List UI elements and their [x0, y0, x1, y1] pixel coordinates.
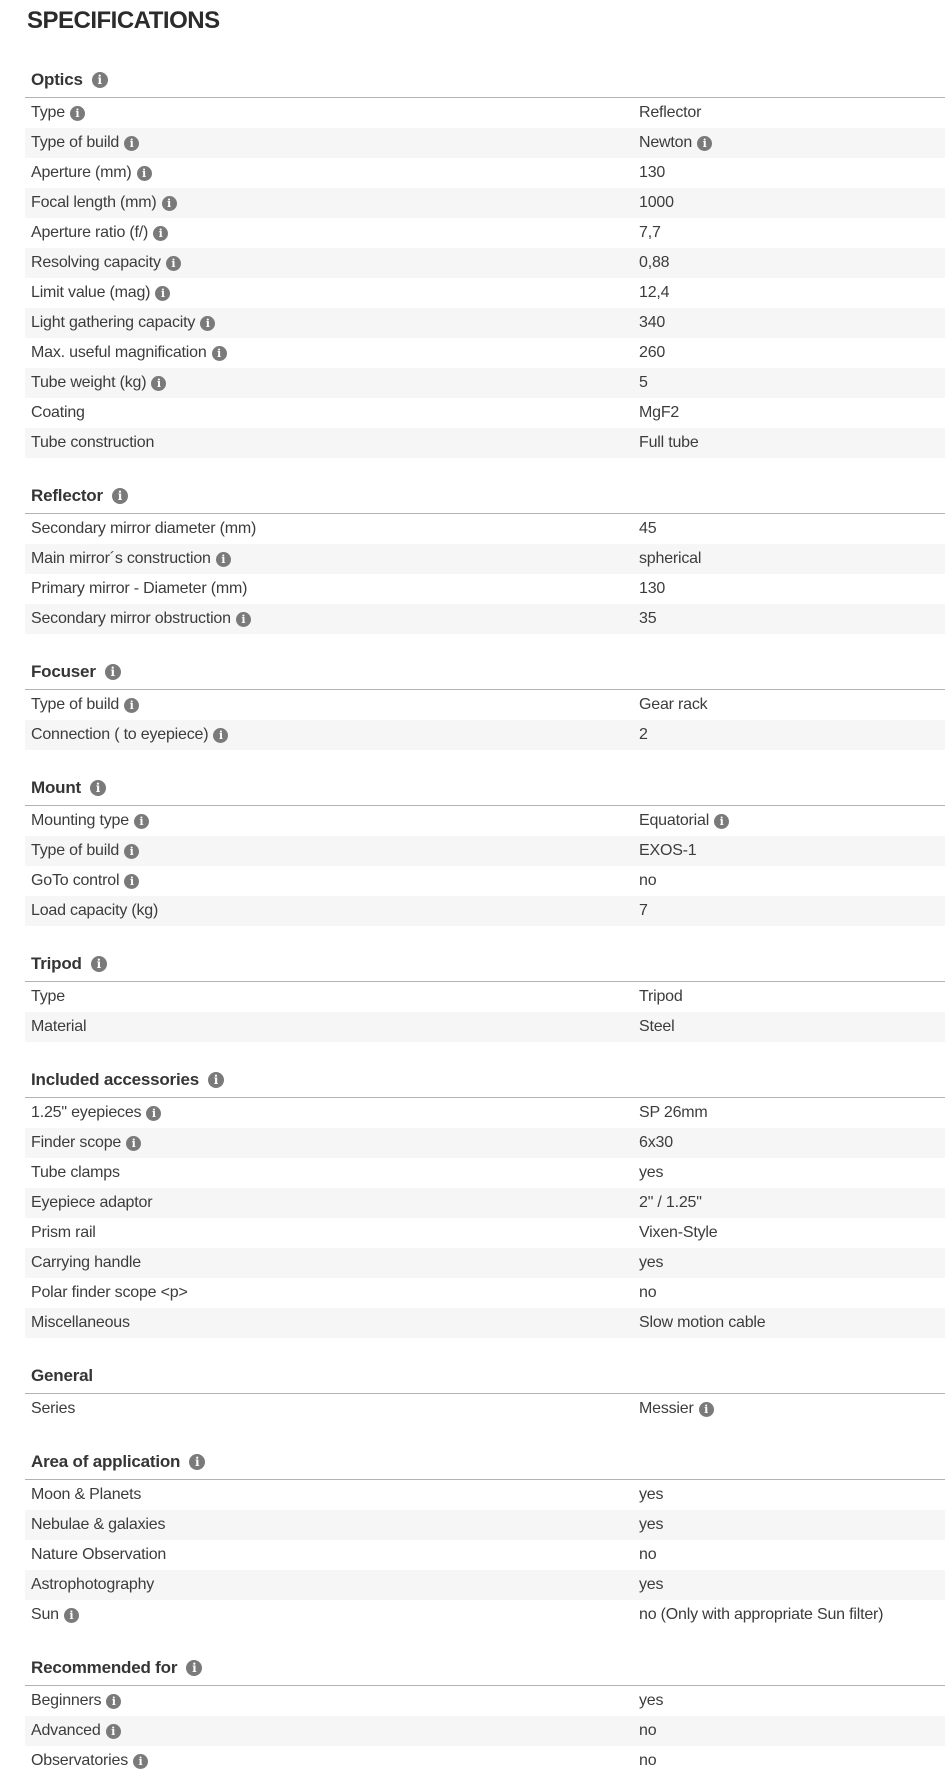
spec-label-text: Mounting type	[31, 812, 129, 829]
spec-value	[639, 194, 945, 212]
info-icon[interactable]: i	[90, 780, 106, 796]
spec-label-text: Max. useful magnification	[31, 344, 207, 361]
section-header	[31, 71, 945, 89]
info-icon[interactable]: i	[133, 1754, 148, 1769]
spec-label	[25, 1134, 639, 1152]
spec-label	[25, 224, 639, 242]
spec-row	[25, 1394, 945, 1424]
spec-value	[639, 1516, 945, 1534]
spec-value	[639, 1314, 945, 1332]
spec-value	[639, 1134, 945, 1152]
section-rows	[25, 1393, 945, 1424]
section-rows	[25, 1479, 945, 1630]
spec-label	[25, 1314, 639, 1332]
spec-row	[25, 1248, 945, 1278]
info-icon[interactable]: i	[126, 1136, 141, 1151]
spec-row	[25, 158, 945, 188]
spec-value	[639, 610, 945, 628]
spec-value	[639, 550, 945, 568]
spec-value-text: 45	[639, 520, 657, 537]
spec-row	[25, 1128, 945, 1158]
spec-row	[25, 1510, 945, 1540]
spec-value-text: 260	[639, 344, 666, 361]
spec-label	[25, 1546, 639, 1564]
spec-label-text: Limit value (mag)	[31, 284, 151, 301]
info-icon[interactable]: i	[70, 106, 85, 121]
info-icon[interactable]: i	[112, 488, 128, 504]
spec-value	[639, 1224, 945, 1242]
spec-label-text: Aperture (mm)	[31, 164, 132, 181]
spec-label	[25, 1606, 639, 1624]
spec-value	[639, 1546, 945, 1564]
spec-row	[25, 368, 945, 398]
spec-value	[639, 344, 945, 362]
info-icon[interactable]: i	[151, 376, 166, 391]
spec-value-text: Full tube	[639, 434, 699, 451]
spec-label-text: Tube weight (kg)	[31, 374, 147, 391]
spec-value-text: yes	[639, 1254, 664, 1271]
spec-label-text: Finder scope	[31, 1134, 122, 1151]
info-icon[interactable]: i	[200, 316, 215, 331]
spec-value	[639, 434, 945, 452]
spec-value	[639, 902, 945, 920]
spec-label-text: Type of build	[31, 134, 120, 151]
spec-value-text: no	[639, 1722, 657, 1739]
spec-label-text: Focal length (mm)	[31, 194, 157, 211]
spec-value-text: 12,4	[639, 284, 670, 301]
spec-row	[25, 308, 945, 338]
info-icon[interactable]: i	[155, 286, 170, 301]
spec-row	[25, 278, 945, 308]
spec-value-text: yes	[639, 1486, 664, 1503]
spec-label	[25, 610, 639, 628]
info-icon[interactable]: i	[213, 728, 228, 743]
spec-value	[639, 404, 945, 422]
spec-label-text: Advanced	[31, 1722, 101, 1739]
spec-section	[25, 663, 945, 750]
spec-value-text: Messier	[639, 1400, 694, 1417]
spec-value-text: yes	[639, 1692, 664, 1709]
spec-row	[25, 248, 945, 278]
spec-value	[639, 1400, 945, 1418]
section-title: Focuser	[31, 662, 96, 681]
spec-value	[639, 988, 945, 1006]
spec-value-text: 0,88	[639, 254, 670, 271]
spec-label-text: Load capacity (kg)	[31, 902, 159, 919]
spec-label	[25, 872, 639, 890]
info-icon[interactable]: i	[134, 814, 149, 829]
spec-row	[25, 514, 945, 544]
spec-value-text: no	[639, 1284, 657, 1301]
spec-label-text: Eyepiece adaptor	[31, 1194, 153, 1211]
spec-value	[639, 1284, 945, 1302]
spec-value	[639, 224, 945, 242]
section-header	[31, 1659, 945, 1677]
spec-section	[25, 1367, 945, 1424]
spec-value	[639, 1486, 945, 1504]
spec-value-text: 130	[639, 164, 666, 181]
spec-label-text: Carrying handle	[31, 1254, 141, 1271]
page-title: SPECIFICATIONS	[27, 7, 220, 34]
spec-label-text: Nature Observation	[31, 1546, 167, 1563]
spec-row	[25, 1600, 945, 1630]
spec-value	[639, 1018, 945, 1036]
spec-label-text: Type of build	[31, 696, 120, 713]
spec-label	[25, 988, 639, 1006]
section-header	[31, 779, 945, 797]
spec-label	[25, 902, 639, 920]
spec-label-text: Series	[31, 1400, 76, 1417]
spec-label-text: Beginners	[31, 1692, 102, 1709]
spec-label-text: Sun	[31, 1606, 59, 1623]
info-icon[interactable]: i	[124, 698, 139, 713]
spec-row	[25, 982, 945, 1012]
spec-label-text: Nebulae & galaxies	[31, 1516, 166, 1533]
spec-value	[639, 1104, 945, 1122]
spec-label-text: Secondary mirror diameter (mm)	[31, 520, 257, 537]
spec-value-text: 1000	[639, 194, 674, 211]
spec-label	[25, 1284, 639, 1302]
info-icon[interactable]: i	[697, 136, 712, 151]
spec-label	[25, 1752, 639, 1770]
spec-value-text: Equatorial	[639, 812, 710, 829]
spec-value-text: 35	[639, 610, 657, 627]
spec-label	[25, 1576, 639, 1594]
spec-label	[25, 134, 639, 152]
spec-label	[25, 194, 639, 212]
spec-section	[25, 1659, 945, 1776]
spec-value-text: 7	[639, 902, 648, 919]
spec-value-text: SP 26mm	[639, 1104, 708, 1121]
spec-value	[639, 520, 945, 538]
spec-label-text: Tube construction	[31, 434, 155, 451]
spec-value-text: Steel	[639, 1018, 675, 1035]
spec-value	[639, 1722, 945, 1740]
spec-value-text: no (Only with appropriate Sun filter)	[639, 1606, 884, 1623]
section-header	[31, 1071, 945, 1089]
spec-value	[639, 1164, 945, 1182]
spec-value-text: Gear rack	[639, 696, 708, 713]
section-header	[31, 1367, 945, 1385]
info-icon[interactable]: i	[91, 956, 107, 972]
spec-label-text: Miscellaneous	[31, 1314, 130, 1331]
section-title: Optics	[31, 70, 83, 89]
spec-value-text: Slow motion cable	[639, 1314, 766, 1331]
spec-row	[25, 1540, 945, 1570]
spec-value	[639, 812, 945, 830]
spec-section	[25, 779, 945, 926]
spec-label	[25, 580, 639, 598]
info-icon[interactable]: i	[64, 1608, 79, 1623]
spec-row	[25, 690, 945, 720]
spec-value-text: Reflector	[639, 104, 702, 121]
section-header	[31, 663, 945, 681]
spec-label	[25, 104, 639, 122]
info-icon[interactable]: i	[124, 136, 139, 151]
info-icon[interactable]: i	[153, 226, 168, 241]
spec-label-text: Coating	[31, 404, 85, 421]
spec-label	[25, 726, 639, 744]
section-rows	[25, 981, 945, 1042]
spec-value-text: yes	[639, 1164, 664, 1181]
section-title: Recommended for	[31, 1658, 178, 1677]
spec-row	[25, 896, 945, 926]
spec-row	[25, 1188, 945, 1218]
spec-value-text: no	[639, 1546, 657, 1563]
info-icon[interactable]: i	[137, 166, 152, 181]
spec-value-text: 2" / 1.25"	[639, 1194, 702, 1211]
spec-label	[25, 842, 639, 860]
spec-label-text: 1.25" eyepieces	[31, 1104, 142, 1121]
spec-value	[639, 1254, 945, 1272]
spec-label-text: Moon & Planets	[31, 1486, 142, 1503]
spec-label	[25, 404, 639, 422]
spec-row	[25, 1278, 945, 1308]
spec-label	[25, 812, 639, 830]
info-icon[interactable]: i	[208, 1072, 224, 1088]
spec-label-text: Observatories	[31, 1752, 128, 1769]
spec-row	[25, 428, 945, 458]
spec-label-text: Light gathering capacity	[31, 314, 196, 331]
section-rows	[25, 513, 945, 634]
section-header	[31, 487, 945, 505]
info-icon[interactable]: i	[124, 874, 139, 889]
spec-label	[25, 1692, 639, 1710]
spec-value-text: Newton	[639, 134, 693, 151]
spec-label	[25, 1722, 639, 1740]
spec-label	[25, 1104, 639, 1122]
spec-value-text: 6x30	[639, 1134, 673, 1151]
section-title: Included accessories	[31, 1070, 199, 1089]
info-icon[interactable]: i	[236, 612, 251, 627]
section-rows	[25, 97, 945, 458]
spec-value	[639, 1194, 945, 1212]
spec-section	[25, 1453, 945, 1630]
spec-value	[639, 696, 945, 714]
specifications-table	[25, 71, 945, 1776]
spec-value	[639, 164, 945, 182]
section-title: Mount	[31, 778, 81, 797]
spec-label-text: Type	[31, 104, 65, 121]
spec-section	[25, 1071, 945, 1338]
spec-value-text: yes	[639, 1516, 664, 1533]
spec-value	[639, 726, 945, 744]
spec-label-text: Tube clamps	[31, 1164, 120, 1181]
spec-label-text: Prism rail	[31, 1224, 96, 1241]
spec-value-text: 2	[639, 726, 648, 743]
info-icon[interactable]: i	[166, 256, 181, 271]
spec-label-text: Astrophotography	[31, 1576, 155, 1593]
spec-label-text: Connection ( to eyepiece)	[31, 726, 209, 743]
spec-label	[25, 1164, 639, 1182]
spec-value-text: no	[639, 1752, 657, 1769]
spec-label	[25, 1224, 639, 1242]
info-icon[interactable]: i	[699, 1402, 714, 1417]
spec-section	[25, 955, 945, 1042]
spec-row	[25, 866, 945, 896]
info-icon[interactable]: i	[162, 196, 177, 211]
spec-label-text: Material	[31, 1018, 87, 1035]
spec-value	[639, 1692, 945, 1710]
spec-section	[25, 71, 945, 458]
info-icon[interactable]: i	[212, 346, 227, 361]
info-icon[interactable]: i	[714, 814, 729, 829]
spec-row	[25, 544, 945, 574]
section-title: Reflector	[31, 486, 103, 505]
info-icon[interactable]: i	[106, 1724, 121, 1739]
spec-row	[25, 1098, 945, 1128]
spec-row	[25, 128, 945, 158]
spec-value	[639, 1606, 945, 1624]
info-icon[interactable]: i	[124, 844, 139, 859]
section-rows	[25, 1685, 945, 1776]
spec-row	[25, 604, 945, 634]
spec-value	[639, 872, 945, 890]
spec-label-text: Main mirror´s construction	[31, 550, 211, 567]
spec-value	[639, 374, 945, 392]
spec-label	[25, 284, 639, 302]
spec-label	[25, 520, 639, 538]
spec-label-text: Type of build	[31, 842, 120, 859]
spec-value	[639, 134, 945, 152]
section-title: Area of application	[31, 1452, 181, 1471]
spec-row	[25, 1218, 945, 1248]
spec-value-text: yes	[639, 1576, 664, 1593]
spec-row	[25, 806, 945, 836]
spec-row	[25, 1480, 945, 1510]
section-rows	[25, 805, 945, 926]
spec-label	[25, 434, 639, 452]
section-header	[31, 1453, 945, 1471]
spec-row	[25, 338, 945, 368]
spec-row	[25, 1158, 945, 1188]
info-icon[interactable]: i	[216, 552, 231, 567]
spec-label	[25, 374, 639, 392]
spec-value-text: Vixen-Style	[639, 1224, 718, 1241]
spec-label-text: Polar finder scope <p>	[31, 1284, 188, 1301]
spec-row	[25, 1308, 945, 1338]
spec-value	[639, 842, 945, 860]
info-icon[interactable]: i	[105, 664, 121, 680]
spec-row	[25, 1012, 945, 1042]
spec-value-text: MgF2	[639, 404, 680, 421]
spec-row	[25, 98, 945, 128]
spec-row	[25, 836, 945, 866]
spec-value-text: Tripod	[639, 988, 683, 1005]
spec-value-text: 7,7	[639, 224, 661, 241]
spec-label	[25, 1400, 639, 1418]
spec-label	[25, 314, 639, 332]
spec-label	[25, 696, 639, 714]
spec-label-text: Primary mirror - Diameter (mm)	[31, 580, 248, 597]
spec-label	[25, 1018, 639, 1036]
spec-value	[639, 314, 945, 332]
spec-row	[25, 398, 945, 428]
section-rows	[25, 1097, 945, 1338]
info-icon[interactable]: i	[106, 1694, 121, 1709]
spec-value-text: no	[639, 872, 657, 889]
section-title: Tripod	[31, 954, 82, 973]
spec-row	[25, 1570, 945, 1600]
spec-label-text: Type	[31, 988, 65, 1005]
spec-label	[25, 1486, 639, 1504]
section-title: General	[31, 1366, 93, 1385]
info-icon[interactable]: i	[146, 1106, 161, 1121]
spec-value	[639, 254, 945, 272]
spec-label	[25, 254, 639, 272]
spec-label	[25, 344, 639, 362]
spec-value	[639, 104, 945, 122]
info-icon[interactable]: i	[92, 72, 108, 88]
spec-value	[639, 284, 945, 302]
spec-label	[25, 1194, 639, 1212]
spec-label	[25, 1254, 639, 1272]
spec-value-text: 5	[639, 374, 648, 391]
spec-value-text: 130	[639, 580, 666, 597]
spec-label	[25, 164, 639, 182]
info-icon[interactable]: i	[189, 1454, 205, 1470]
spec-value-text: 340	[639, 314, 666, 331]
spec-row	[25, 1746, 945, 1776]
section-header	[31, 955, 945, 973]
spec-label-text: Secondary mirror obstruction	[31, 610, 231, 627]
spec-row	[25, 574, 945, 604]
spec-section	[25, 487, 945, 634]
spec-value	[639, 1752, 945, 1770]
spec-value-text: spherical	[639, 550, 702, 567]
spec-value	[639, 1576, 945, 1594]
spec-label	[25, 1516, 639, 1534]
spec-row	[25, 720, 945, 750]
spec-label-text: Aperture ratio (f/)	[31, 224, 149, 241]
spec-row	[25, 1686, 945, 1716]
spec-row	[25, 188, 945, 218]
section-rows	[25, 689, 945, 750]
info-icon[interactable]: i	[186, 1660, 202, 1676]
spec-label-text: Resolving capacity	[31, 254, 161, 271]
spec-value-text: EXOS-1	[639, 842, 697, 859]
spec-row	[25, 1716, 945, 1746]
spec-label-text: GoTo control	[31, 872, 120, 889]
spec-row	[25, 218, 945, 248]
spec-label	[25, 550, 639, 568]
spec-value	[639, 580, 945, 598]
